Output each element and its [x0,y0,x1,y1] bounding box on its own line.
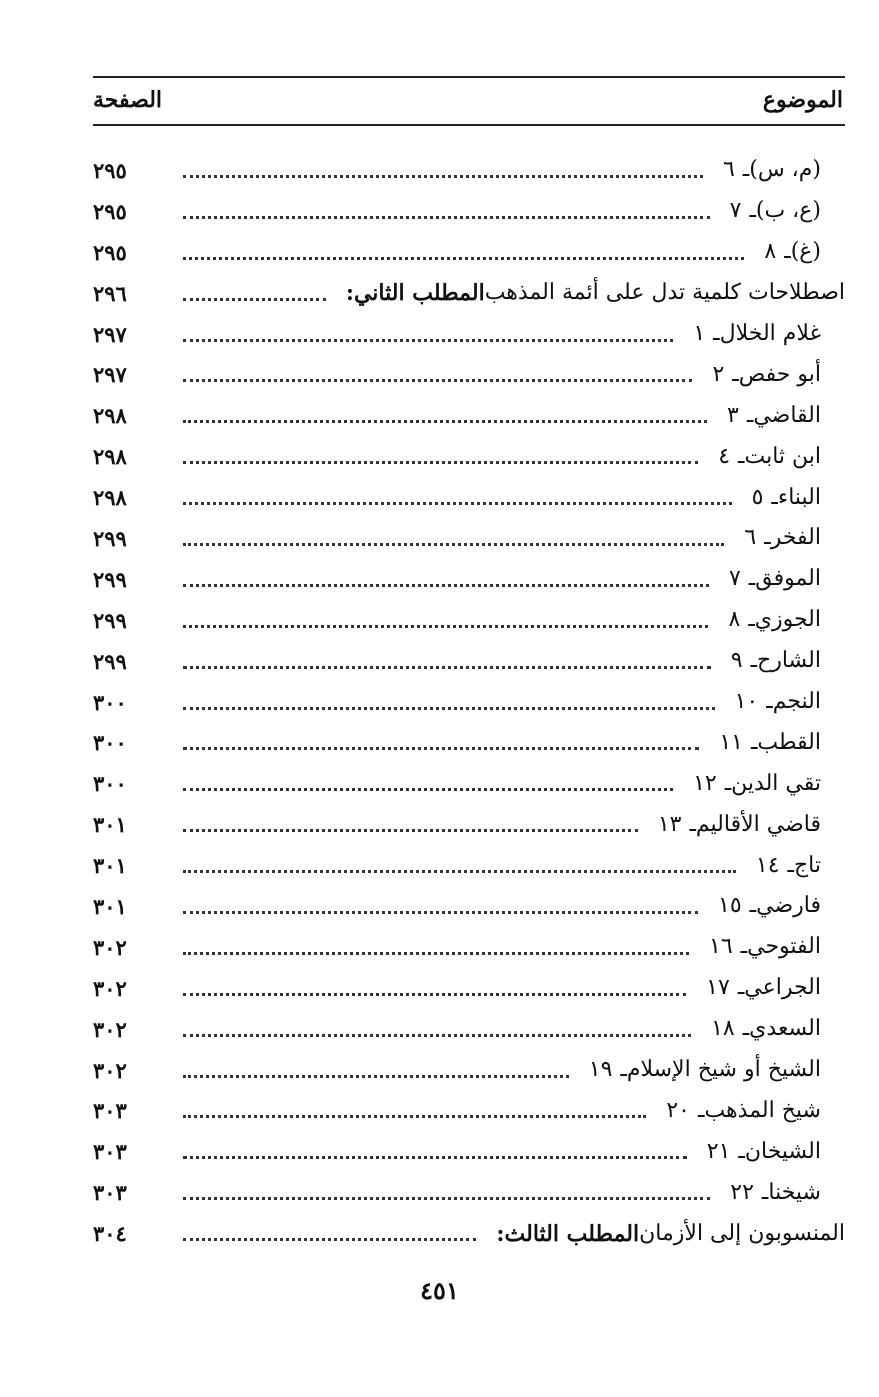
toc-row [93,1090,845,1131]
toc-row [93,968,845,1009]
entry-number: ٨ [728,607,741,633]
entry-page-number: ٢٩٧ [93,321,127,347]
entry-page-number: ٣٠١ [93,812,127,838]
entry-page-number: ٢٩٧ [93,362,127,388]
table-of-contents [93,150,845,1254]
toc-row [93,191,845,232]
toc-row [93,804,845,845]
entry-number: ١٦ [709,934,733,960]
entry-title: الفخر [770,525,821,551]
toc-row [93,927,845,968]
entry-dash: ـ [766,689,773,715]
toc-entry [340,278,845,308]
entry-title: شيخ المذهب [704,1097,821,1123]
entry-number: ١٨ [711,1016,735,1042]
entry-number: ٧ [729,198,742,224]
dot-leader [183,1115,646,1118]
entry-title: الشيخان [744,1138,821,1164]
toc-row [93,477,845,518]
toc-row [93,354,845,395]
section-label: المطلب الثالث: [496,1220,640,1247]
entry-number: ٢٠ [666,1097,690,1123]
entry-title: اصطلاحات كلمية تدل على أئمة المذهب [484,280,845,306]
entry-page-number: ٢٩٨ [93,485,127,511]
entry-title: الجوزي [754,607,821,633]
entry-number: ٢١ [706,1138,731,1164]
dot-leader [183,1034,691,1037]
entry-dash: ـ [764,525,771,551]
toc-entry [583,1055,821,1085]
entry-dash: ـ [784,239,791,265]
dot-leader [183,870,736,873]
entry-page-number: ٢٩٥ [93,157,127,183]
entry-page-number: ٢٩٥ [93,239,127,265]
entry-page-number: ٣٠٤ [93,1221,127,1247]
toc-row [93,763,845,804]
entry-dash: ـ [749,198,756,224]
toc-row [93,600,845,641]
entry-number: ٦ [744,525,757,551]
entry-dash: ـ [750,648,758,674]
dot-leader [183,747,699,750]
entry-title: قاضي الأقاليم [695,811,821,837]
entry-number: ١٢ [693,770,717,796]
dot-leader [183,829,638,832]
toc-row [93,518,845,559]
toc-entry [687,769,821,799]
entry-title: الفتوحي [747,934,821,960]
toc-entry [724,1178,821,1208]
entry-dash: ـ [787,852,794,878]
entry-page-number: ٣٠١ [93,853,127,879]
toc-row [93,641,845,682]
toc-entry [706,360,821,390]
entry-number: ١٤ [755,852,780,878]
entry-number: ٣ [727,402,739,428]
entry-title: غلام الخلال [719,321,821,346]
dot-leader [183,502,732,505]
entry-number: ٩ [730,648,743,674]
dot-leader [183,1197,710,1200]
entry-page-number: ٣٠١ [93,893,127,919]
entry-page-number: ٢٩٩ [93,607,127,633]
entry-dash: ـ [689,811,696,837]
dot-leader [183,952,689,955]
toc-row [93,273,845,314]
entry-title: ابن ثابت [744,443,821,469]
entry-dash: ـ [748,607,755,633]
dot-leader [183,175,703,178]
toc-row [93,232,845,273]
toc-entry [703,932,821,962]
entry-dash: ـ [724,770,732,796]
toc-row [93,886,845,927]
dot-leader [183,993,686,996]
toc-row [93,559,845,600]
toc-entry [723,564,821,594]
entry-page-number: ٣٠٠ [93,730,127,756]
entry-title: الشارح [757,648,821,674]
entry-dash: ـ [713,321,720,346]
toc-row [93,722,845,763]
toc-entry [729,687,821,717]
entry-page-number: ٢٩٩ [93,648,127,674]
dot-leader [183,1156,687,1159]
dot-leader [183,584,709,587]
entry-page-number: ٢٩٨ [93,444,127,470]
entry-number: ١١ [719,729,743,755]
entry-title: البناء [777,484,821,510]
dot-leader [183,1075,569,1078]
entry-page-number: ٢٩٩ [93,525,127,551]
toc-row [93,845,845,886]
toc-entry [746,483,821,513]
entry-page-number: ٣٠٢ [93,934,127,960]
entry-page-number: ٢٩٦ [93,280,127,306]
entry-number: ٨ [764,239,777,265]
entry-dash: ـ [740,934,748,960]
entry-page-number: ٢٩٨ [93,403,127,429]
entry-number: ١٩ [588,1057,613,1083]
entry-page-number: ٣٠٠ [93,689,127,715]
toc-entry [713,728,821,758]
entry-number: ١٠ [734,689,759,715]
page-number: ٤٥١ [420,1276,459,1305]
toc-entry [712,891,821,921]
toc-entry [652,810,821,840]
toc-entry [705,1014,821,1044]
dot-leader [183,666,711,669]
toc-entry [725,646,821,676]
toc-entry [722,605,821,635]
toc-row [93,1009,845,1050]
toc-entry [660,1096,821,1126]
toc-entry [738,523,821,553]
entry-title: أبو حفص [738,361,821,387]
header-top-rule [93,76,845,78]
entry-dash: ـ [761,1179,769,1205]
entry-number: ١ [693,321,706,346]
toc-entry [490,1219,845,1249]
dot-leader [183,257,744,260]
toc-row [93,1050,845,1091]
entry-dash: ـ [620,1057,627,1083]
toc-entry [687,319,821,349]
dot-leader [183,788,673,791]
toc-entry [700,973,821,1003]
entry-dash: ـ [750,729,758,755]
toc-row [93,436,845,477]
entry-title: (غ) [790,239,821,265]
entry-title: الجراعي [744,975,821,1001]
dot-leader [183,911,698,914]
entry-dash: ـ [738,443,745,469]
entry-title: المنسوبون إلى الأزمان [639,1220,845,1246]
toc-entry [701,1137,821,1167]
toc-entry [758,237,821,267]
entry-dash: ـ [749,893,757,919]
entry-page-number: ٣٠٣ [93,1180,127,1206]
entry-page-number: ٣٠٢ [93,975,127,1001]
header-bottom-rule [93,124,845,126]
toc-row [93,314,845,355]
column-header-page: الصفحة [93,87,163,113]
entry-dash: ـ [697,1097,705,1123]
entry-page-number: ٣٠٣ [93,1098,127,1124]
toc-entry [721,401,821,431]
toc-row [93,682,845,723]
entry-title: الشيخ أو شيخ الإسلام [626,1057,821,1083]
entry-title: تاج [793,852,821,878]
entry-page-number: ٣٠٠ [93,771,127,797]
entry-page-number: ٢٩٥ [93,198,127,224]
toc-entry [717,155,821,185]
entry-number: ١٣ [657,811,682,837]
toc-entry [750,851,821,881]
entry-title: القطب [757,729,821,755]
dot-leader [183,339,673,342]
toc-entry [712,442,821,472]
entry-dash: ـ [742,1016,750,1042]
entry-title: فارضي [756,893,821,919]
dot-leader [183,461,698,464]
section-label: المطلب الثاني: [345,280,485,307]
entry-number: ٢ [712,361,725,387]
entry-title: السعدي [749,1016,821,1042]
toc-row [93,395,845,436]
entry-number: ١٧ [706,975,730,1001]
entry-dash: ـ [738,1138,745,1164]
entry-title: (م، س) [749,157,821,183]
entry-page-number: ٣٠٢ [93,1057,127,1083]
dot-leader [183,625,708,628]
entry-dash: ـ [746,402,754,428]
entry-number: ٧ [728,566,741,592]
entry-dash: ـ [737,975,745,1001]
entry-number: ٤ [718,443,731,469]
dot-leader [183,543,724,546]
entry-title: القاضي [753,402,821,428]
entry-dash: ـ [748,566,756,592]
column-header-topic: الموضوع [762,87,843,113]
entry-title: الموفق [755,566,821,592]
entry-number: ٥ [751,484,764,510]
entry-dash: ـ [771,484,778,510]
entry-number: ٦ [722,157,735,183]
dot-leader [183,216,710,219]
entry-number: ١٥ [718,893,742,919]
entry-title: (ع، ب) [755,198,821,224]
dot-leader [183,379,692,382]
entry-dash: ـ [732,361,739,387]
dot-leader [183,420,707,423]
entry-dash: ـ [742,157,750,183]
dot-leader [183,707,715,710]
dot-leader [183,1238,476,1241]
toc-entry [724,196,821,226]
entry-number: ٢٢ [730,1179,754,1205]
toc-row [93,1131,845,1172]
entry-title: شيخنا [768,1179,821,1205]
dot-leader [183,298,326,301]
toc-row [93,1213,845,1254]
entry-title: تقي الدين [731,770,821,796]
toc-row [93,1172,845,1213]
entry-title: النجم [772,689,821,715]
entry-page-number: ٣٠٣ [93,1139,127,1165]
entry-page-number: ٢٩٩ [93,566,127,592]
toc-row [93,150,845,191]
entry-page-number: ٣٠٢ [93,1016,127,1042]
